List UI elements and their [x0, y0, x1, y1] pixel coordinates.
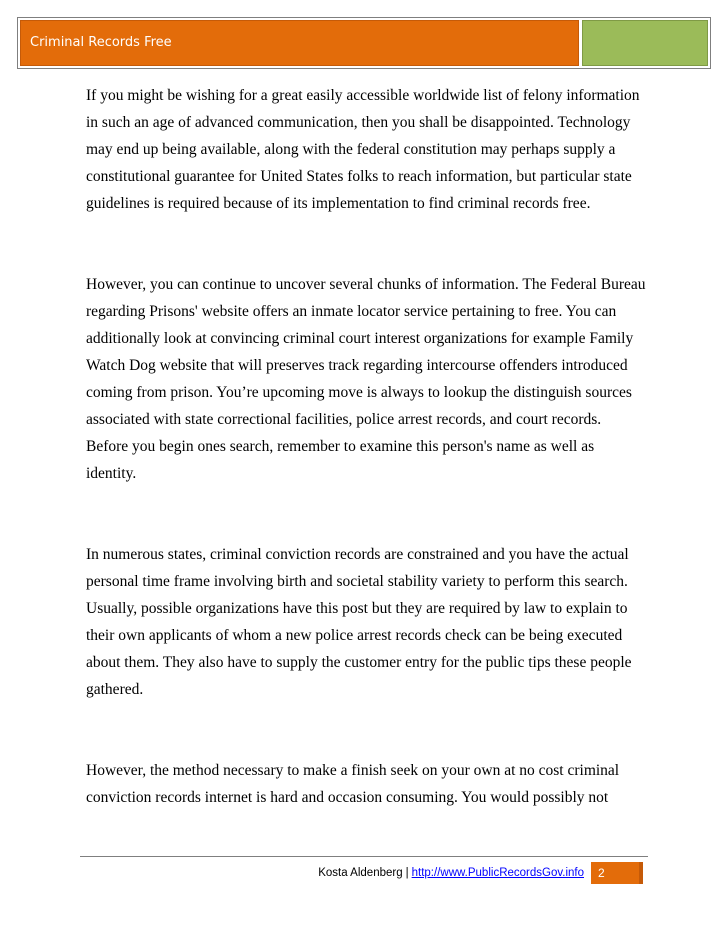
page-number: 2 — [591, 862, 643, 884]
document-title: Criminal Records Free — [30, 35, 172, 50]
paragraph-3: In numerous states, criminal conviction records are constrained and you have the actual personal time frame involving birth and societal stability variety to perform this search. Usually, possible organizations have this post but they are required by law to explain to their own applicants of whom a new police arrest records check can be being executed about them. They also have to supply the customer entry for the public tips these people gathered. — [86, 546, 632, 698]
paragraph-1: If you might be wishing for a great easily accessible worldwide list of felony information in such an age of advanced communication, then you shall be disappointed. Technology may end up being available, along with the federal constitution may perhaps supply a constitutional guarantee for United States folks to reach information, but particular state guidelines is required because of its implementation to find criminal records free. — [86, 87, 640, 212]
paragraph-4: However, the method necessary to make a finish seek on your own at no cost criminal conviction records internet is hard and occasion consuming. You would possibly not — [86, 762, 620, 806]
footer-author: Kosta Aldenberg — [318, 867, 403, 879]
footer-separator: | — [405, 867, 409, 879]
footer-divider — [80, 856, 648, 857]
footer — [80, 865, 584, 881]
body-text — [86, 82, 646, 865]
header-accent-block — [582, 20, 708, 66]
footer-website-link[interactable]: http://www.PublicRecordsGov.info — [411, 867, 584, 879]
paragraph-2: However, you can continue to uncover several chunks of information. The Federal Bureau regarding Prisons' website offers an inmate locator service pertaining to free. You can additionally look at convincing criminal court interest organizations for example Family Watch Dog website that will preserves track regarding intercourse offenders introduced coming from prison. You’re upcoming move is always to lookup the distinguish sources associated with state correctional facilities, police arrest records, and court records. Before you begin ones search, remember to examine this person's name as well as identity. — [86, 276, 646, 482]
